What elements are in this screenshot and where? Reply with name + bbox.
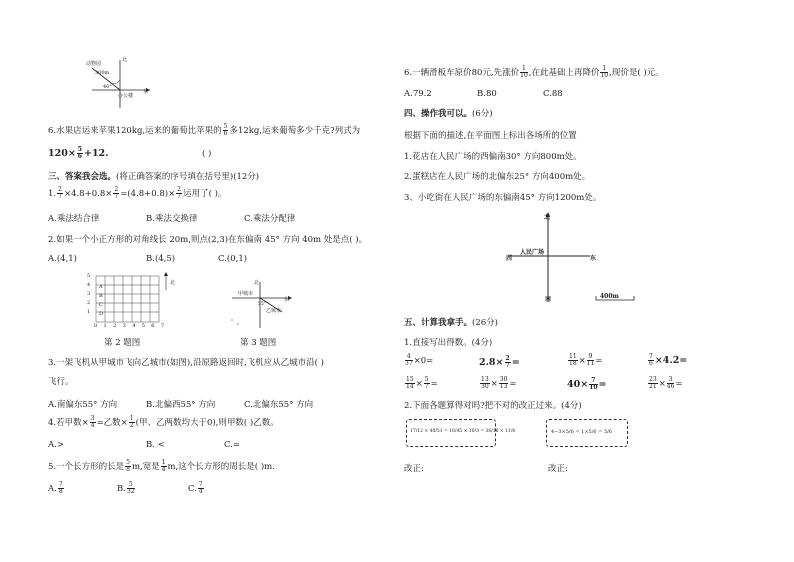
box-1-expression: 17/12 × 40/51 = 16/45 × 10/3 = 36/16 × 11/6 (410, 429, 516, 434)
box-2-expression: 4−3×5/6 = 1×5/6 = 5/6 (551, 429, 612, 435)
s4-item-3: 3、小吃街在人民广场的东偏南45° 方向1200m处。 (404, 193, 602, 203)
calc-item-1: $\frac{4}{37}$ ×0= (405, 353, 434, 367)
map-scale-label: 400m (600, 293, 619, 300)
map-north-label: 北 (544, 214, 551, 221)
distance-label: 300m (95, 70, 110, 76)
calc-item-8: $\frac{23}{21}$ × $\frac{3}{46}$ = (649, 376, 683, 390)
caption-fig3: 第 3 题图 (240, 338, 277, 348)
grid-y-labels: 5 4 3 2 1 (87, 273, 91, 315)
q1-option-a: A.乘法结合律 (48, 214, 100, 224)
q4-option-b: B. < (146, 440, 165, 450)
caption-fig2: 第 2 题图 (104, 338, 141, 348)
fix-label-2: 改正: (548, 464, 568, 474)
q6r-option-a: A.79.2 (404, 89, 432, 99)
q2-option-b: B.(4,5) (146, 254, 176, 264)
calc-item-7: 40× $\frac{7}{10}$ = (567, 377, 607, 391)
map-west-label: 西 (506, 255, 513, 262)
calc-item-5: $\frac{15}{14}$ × $\frac{5}{7}$ = (406, 376, 438, 390)
question-6: 6.水果店运来苹果120kg,运来的葡萄比苹果的 $\frac{5}{6}$ 多12kg,运来葡萄多少千克?列式为 (48, 123, 361, 137)
q2-option-c: C.(0,1) (218, 254, 248, 264)
map3-north-label: 北 (254, 280, 260, 286)
calc-item-2: 2.8× $\frac{2}{7}$ = (479, 355, 520, 369)
grid-x-labels: 0 1 2 3 4 5 6 7 (94, 323, 165, 329)
question-5: 5.一个长方形的长是 $\frac{5}{8}$ m,宽是 $\frac{1}{4}$ m,这个长方形的周长是( )m. (48, 459, 275, 473)
q5-option-c: C. $\frac{7}{4}$ (188, 481, 203, 495)
question-3: 3.一架飞机从甲城市飞向乙城市(如图),沿原路返回时,飞机应从乙城市沿( ) (48, 358, 324, 368)
correction-box-2 (546, 419, 628, 447)
section-5-heading: 五、计算我拿手。(26分) (404, 318, 498, 328)
grid-north-label: 北 (170, 280, 176, 286)
map-east-label: 东 (590, 255, 597, 262)
question-2: 2.如果一个小正方形的对角线长 20m,则点(2,3)在东偏南 45° 方向 40m 处是点( )。 (48, 235, 368, 245)
q5-option-a: A. $\frac{7}{8}$ (48, 481, 63, 495)
q6r-option-b: B.80 (477, 89, 497, 99)
map-south-label: 南 (545, 296, 552, 303)
q3-option-b: B.北偏西55° 方向 (146, 400, 216, 410)
city-yi-label: 乙城市 (266, 308, 282, 314)
answer-paren: ( ) (202, 149, 212, 159)
map3-angle-label: 55° (258, 302, 266, 307)
s4-item-2: 2.蛋糕店在人民广场的北偏东25° 方向400m处。 (404, 172, 591, 182)
q5-option-b: B. $\frac{5}{32}$ (117, 481, 135, 495)
fix-label-1: 改正: (404, 464, 424, 474)
angle-label: 40° (103, 84, 112, 90)
office-label: 办公楼 (118, 93, 134, 99)
grid-point-letters: A B C D (99, 284, 104, 317)
s5-question-2: 2.下面各题算得对吗?把不对的改正过来。(4分) (404, 401, 582, 411)
q4-option-c: C.= (224, 440, 241, 450)
q4-option-a: A.> (48, 440, 64, 450)
q6r-option-c: C.88 (543, 89, 563, 99)
city-jia-label: 甲城市 (238, 291, 254, 297)
correction-box-1 (406, 419, 516, 447)
q1-option-c: C.乘法分配律 (244, 214, 296, 224)
q2-option-a: A.(4,1) (48, 254, 77, 264)
calc-item-3: $\frac{11}{18}$ × $\frac{9}{11}$ = (569, 353, 603, 367)
question-6-right: 6.一辆滑板车原价80元,先涨价 $\frac{1}{10}$ ,在此基础上再降价 $\frac{1}{10}$ ,现价是( )元。 (404, 65, 664, 79)
s5-question-1: 1.直接写出得数。(4分) (404, 338, 493, 348)
question-6-expression: 120× $\frac{5}{6}$ +12. (48, 146, 109, 160)
map3-east-label: 东 (284, 297, 290, 303)
east-label: 东 (143, 89, 149, 95)
map-center-label: 人民广场 (520, 249, 545, 256)
section-3-heading: 三、答案我会选。(将正确答案的序号填在括号里)(12分) (48, 172, 260, 182)
s4-item-1: 1.花店在人民广场的西偏南30° 方向800m处。 (404, 152, 582, 162)
q1-option-b: B.乘法交换律 (146, 214, 198, 224)
north-label: 北 (122, 57, 128, 63)
section-4-intro: 根据下面的描述,在平面图上标出各场所的位置 (404, 131, 577, 141)
zoo-label: 动物园 (86, 61, 102, 67)
calc-item-4: $\frac{7}{6}$ ×4.2= (649, 353, 688, 367)
calc-item-6: $\frac{13}{30}$ × $\frac{30}{13}$ = (481, 376, 517, 390)
question-3-cont: 飞行。 (48, 377, 74, 387)
question-4: 4.若甲数× $\frac{3}{4}$ =乙数× $\frac{1}{2}$ (甲、乙两数均大于0),则甲数( )乙数。 (48, 415, 279, 429)
section-4-heading: 四、操作我可以。(6分) (404, 109, 493, 119)
question-1: 1. $\frac{2}{7}$ ×4.8+0.8× $\frac{2}{7}$ =(4.8+0.8)× $\frac{2}{7}$ 运用了( )。 (48, 186, 227, 200)
q3-option-a: A.南偏东55° 方向 (48, 400, 118, 410)
q3-option-c: C.北偏东55° 方向 (244, 400, 314, 410)
